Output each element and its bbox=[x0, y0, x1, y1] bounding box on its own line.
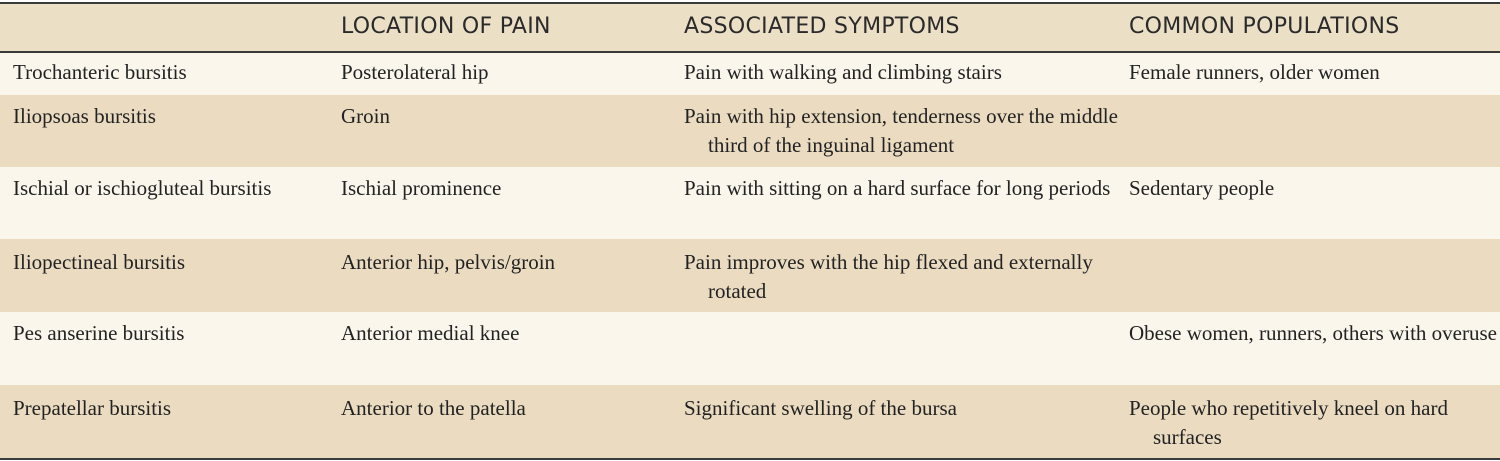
table-row bbox=[0, 167, 1500, 239]
populations-cell: People who repetitively kneel on hard surfaces bbox=[1129, 396, 1448, 449]
location-cell: Groin bbox=[341, 104, 390, 128]
table-header-row bbox=[0, 4, 1500, 51]
location-cell: Anterior hip, pelvis/groin bbox=[341, 250, 556, 274]
table-row bbox=[0, 312, 1500, 385]
symptoms-cell: Significant swelling of the bursa bbox=[684, 396, 957, 420]
table-row bbox=[0, 53, 1500, 95]
populations-cell: Sedentary people bbox=[1129, 176, 1275, 200]
condition-cell: Iliopectineal bursitis bbox=[13, 250, 186, 274]
symptoms-cell: Pain with hip extension, tenderness over the middle third of the inguinal ligament bbox=[684, 104, 1118, 157]
condition-cell: Pes anserine bursitis bbox=[13, 321, 185, 345]
location-cell: Ischial prominence bbox=[341, 176, 502, 200]
location-cell: Posterolateral hip bbox=[341, 60, 489, 84]
populations-cell: Female runners, older women bbox=[1129, 60, 1380, 84]
symptoms-cell: Pain with walking and climbing stairs bbox=[684, 60, 1002, 84]
header-cell-populations: COMMON POPULATIONS bbox=[1129, 14, 1400, 39]
condition-cell: Iliopsoas bursitis bbox=[13, 104, 156, 128]
symptoms-cell: Pain with sitting on a hard surface for long periods bbox=[684, 176, 1111, 200]
table-row bbox=[0, 385, 1500, 458]
table-bottom-rule bbox=[0, 458, 1500, 460]
condition-cell: Ischial or ischiogluteal bursitis bbox=[13, 176, 272, 200]
condition-cell: Prepatellar bursitis bbox=[13, 396, 172, 420]
symptoms-cell: Pain improves with the hip flexed and externally rotated bbox=[684, 250, 1093, 303]
table-row bbox=[0, 95, 1500, 167]
populations-cell: Obese women, runners, others with overuse bbox=[1129, 321, 1497, 345]
header-cell-symptoms: ASSOCIATED SYMPTOMS bbox=[684, 14, 960, 39]
location-cell: Anterior medial knee bbox=[341, 321, 520, 345]
condition-cell: Trochanteric bursitis bbox=[13, 60, 187, 84]
header-cell-location: LOCATION OF PAIN bbox=[341, 14, 551, 39]
table-row bbox=[0, 239, 1500, 312]
location-cell: Anterior to the patella bbox=[341, 396, 526, 420]
